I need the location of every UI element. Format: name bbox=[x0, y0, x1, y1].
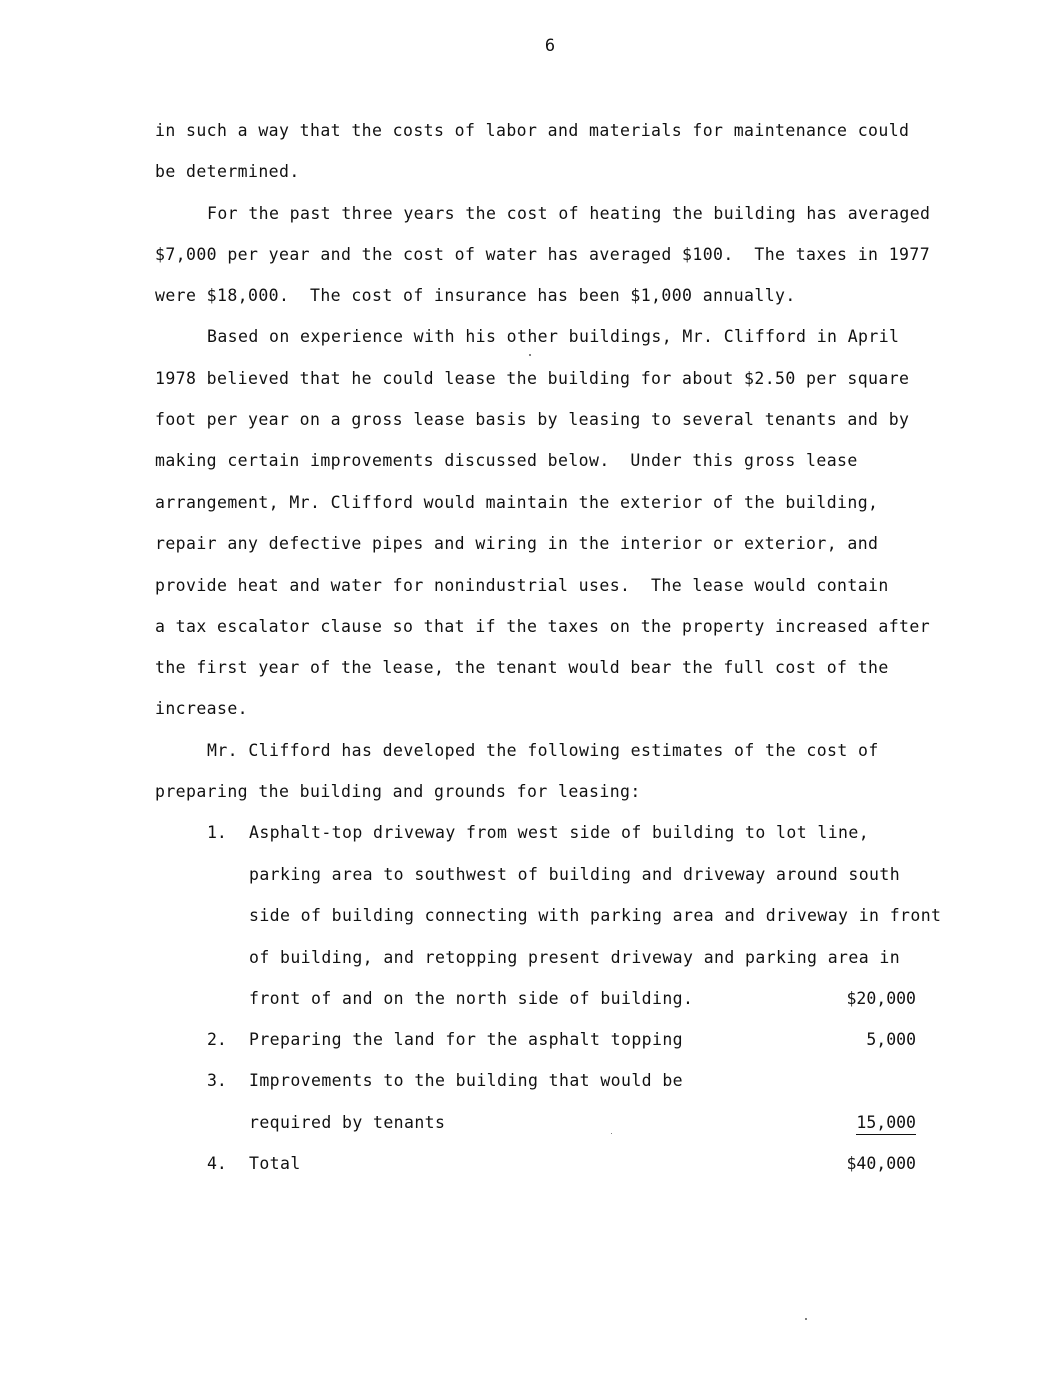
paragraph-line: preparing the building and grounds for leasing: bbox=[155, 782, 641, 801]
paragraph-line: provide heat and water for nonindustrial uses. The lease would contain bbox=[155, 576, 889, 595]
estimate-number: 2. bbox=[207, 1030, 227, 1049]
paragraph-line: the first year of the lease, the tenant would bear the full cost of the bbox=[155, 658, 889, 677]
scan-speck bbox=[611, 1133, 612, 1134]
estimate-description-line: parking area to southwest of building and driveway around south bbox=[249, 865, 901, 884]
estimate-description-line: Asphalt-top driveway from west side of building to lot line, bbox=[249, 823, 870, 842]
paragraph-line: $7,000 per year and the cost of water has averaged $100. The taxes in 1977 bbox=[155, 245, 931, 264]
paragraph-line: foot per year on a gross lease basis by leasing to several tenants and by bbox=[155, 410, 910, 429]
estimate-number: 1. bbox=[207, 823, 227, 842]
estimate-description-line: of building, and retopping present driveway and parking area in bbox=[249, 948, 901, 967]
paragraph-line: 1978 believed that he could lease the building for about $2.50 per square bbox=[155, 369, 910, 388]
paragraph-line: increase. bbox=[155, 699, 249, 718]
paragraph-line: Mr. Clifford has developed the following estimates of the cost of bbox=[207, 741, 879, 760]
estimate-number: 4. bbox=[207, 1154, 227, 1173]
estimate-amount: $20,000 bbox=[846, 989, 916, 1008]
paragraph-line: Based on experience with his other buildings, Mr. Clifford in April bbox=[207, 327, 900, 346]
paragraph-line: For the past three years the cost of heating the building has averaged bbox=[207, 204, 931, 223]
total-label: Total bbox=[249, 1154, 301, 1173]
estimate-description-line: Improvements to the building that would be bbox=[249, 1071, 684, 1090]
estimate-description-line: required by tenants bbox=[249, 1113, 446, 1132]
total-amount: $40,000 bbox=[846, 1154, 916, 1173]
estimate-description-line: Preparing the land for the asphalt topping bbox=[249, 1030, 684, 1049]
paragraph-line: be determined. bbox=[155, 162, 300, 181]
estimate-amount-underlined bbox=[796, 1113, 916, 1133]
paragraph-line: repair any defective pipes and wiring in the interior or exterior, and bbox=[155, 534, 879, 553]
paragraph-line: in such a way that the costs of labor and materials for maintenance could bbox=[155, 121, 910, 140]
paragraph-line: making certain improvements discussed below. Under this gross lease bbox=[155, 451, 858, 470]
paragraph-line: a tax escalator clause so that if the taxes on the property increased after bbox=[155, 617, 931, 636]
estimate-number: 3. bbox=[207, 1071, 227, 1090]
page-number: 6 bbox=[544, 36, 556, 56]
scan-speck bbox=[805, 1318, 807, 1320]
estimate-description-line: front of and on the north side of building. bbox=[249, 989, 694, 1008]
paragraph-line: were $18,000. The cost of insurance has been $1,000 annually. bbox=[155, 286, 796, 305]
estimate-amount: 5,000 bbox=[866, 1030, 916, 1049]
estimate-amount: 15,000 bbox=[856, 1113, 916, 1135]
estimate-description-line: side of building connecting with parking area and driveway in front bbox=[249, 906, 942, 925]
paragraph-line: arrangement, Mr. Clifford would maintain the exterior of the building, bbox=[155, 493, 879, 512]
scan-speck bbox=[529, 354, 531, 356]
